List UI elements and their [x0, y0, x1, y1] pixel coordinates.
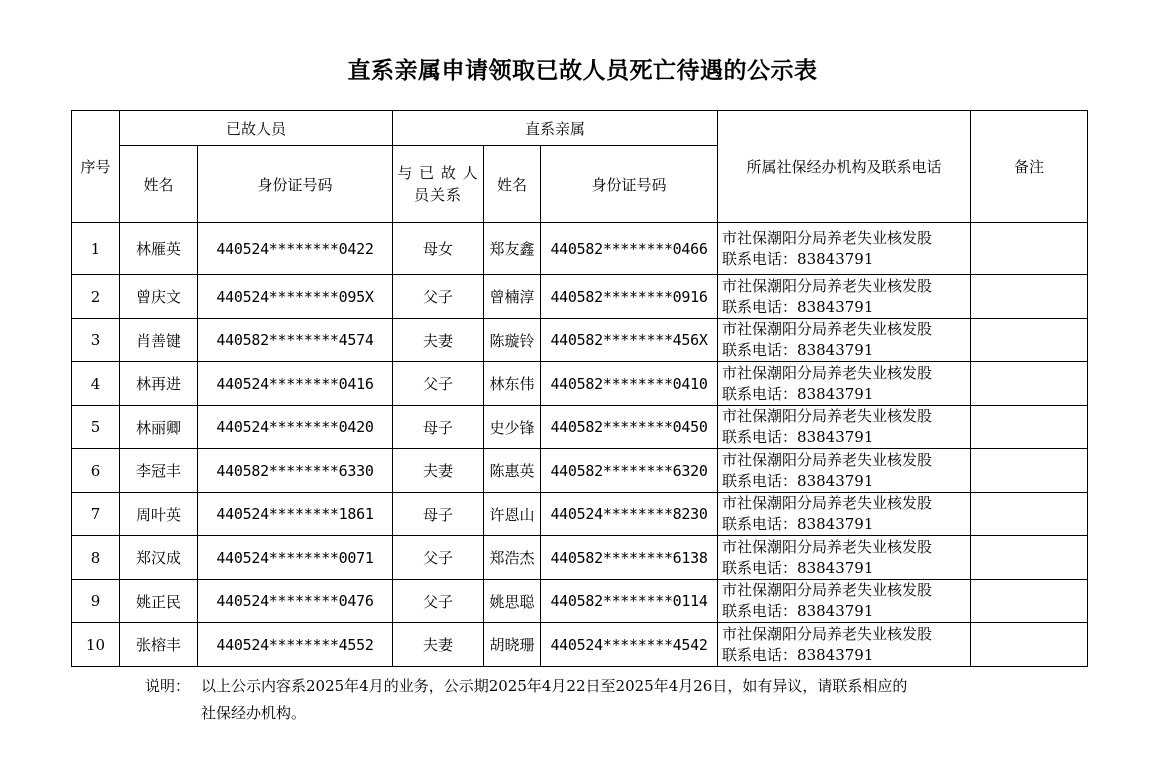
agency-name: 市社保潮阳分局养老失业核发股	[722, 320, 933, 338]
cell-deceased-id: 440582********4574	[198, 319, 393, 362]
cell-agency	[718, 319, 971, 362]
cell-seq: 4	[72, 362, 120, 406]
table-row	[72, 223, 1088, 275]
footnote	[145, 673, 985, 727]
cell-relation: 母子	[393, 406, 484, 449]
agency-phone: 联系电话：83843791	[722, 558, 874, 577]
cell-deceased-name: 郑汉成	[120, 536, 198, 580]
cell-agency	[718, 223, 971, 275]
footnote-label: 说明：	[145, 677, 191, 695]
cell-deceased-name: 林雁英	[120, 223, 198, 275]
header-relation: 与 已 故 人员关系	[393, 146, 484, 223]
cell-deceased-id: 440524********0416	[198, 362, 393, 406]
cell-deceased-name: 肖善键	[120, 319, 198, 362]
cell-relative-name: 姚思聪	[484, 580, 541, 623]
footnote-line-1	[145, 673, 985, 700]
agency-name: 市社保潮阳分局养老失业核发股	[722, 276, 933, 295]
cell-remarks	[971, 493, 1088, 536]
agency-name: 市社保潮阳分局养老失业核发股	[722, 581, 933, 599]
cell-relative-name: 郑浩杰	[484, 536, 541, 580]
header-agency: 所属社保经办机构及联系电话	[718, 111, 971, 223]
agency-name: 市社保潮阳分局养老失业核发股	[722, 450, 933, 469]
table-row	[72, 449, 1088, 493]
cell-relative-id: 440582********6138	[541, 536, 718, 580]
cell-agency	[718, 275, 971, 319]
cell-deceased-id: 440524********0476	[198, 580, 393, 623]
footnote-text: 以上公示内容系2025年4月的业务，公示期2025年4月22日至2025年4月26日，如有异议，请联系相应的	[201, 677, 908, 695]
cell-deceased-name: 林再进	[120, 362, 198, 406]
cell-remarks	[971, 362, 1088, 406]
cell-remarks	[971, 406, 1088, 449]
cell-agency	[718, 493, 971, 536]
cell-deceased-id: 440524********1861	[198, 493, 393, 536]
cell-relative-name: 许恩山	[484, 493, 541, 536]
cell-agency	[718, 406, 971, 449]
cell-remarks	[971, 623, 1088, 667]
cell-remarks	[971, 319, 1088, 362]
cell-relative-name: 曾楠淳	[484, 275, 541, 319]
cell-seq: 7	[72, 493, 120, 536]
cell-relative-id: 440524********4542	[541, 623, 718, 667]
cell-deceased-id: 440524********4552	[198, 623, 393, 667]
cell-relation: 夫妻	[393, 319, 484, 362]
header-deceased-id: 身份证号码	[198, 146, 393, 223]
table-row	[72, 275, 1088, 319]
header-relative-name: 姓名	[484, 146, 541, 223]
cell-relative-name: 陈惠英	[484, 449, 541, 493]
cell-deceased-name: 林丽卿	[120, 406, 198, 449]
agency-phone: 联系电话：83843791	[722, 471, 874, 490]
cell-remarks	[971, 536, 1088, 580]
agency-phone: 联系电话：83843791	[722, 297, 874, 316]
table-row	[72, 580, 1088, 623]
cell-relation: 父子	[393, 536, 484, 580]
cell-seq: 10	[72, 623, 120, 667]
cell-deceased-name: 曾庆文	[120, 275, 198, 319]
cell-agency	[718, 449, 971, 493]
cell-deceased-id: 440524********0071	[198, 536, 393, 580]
table-row	[72, 493, 1088, 536]
cell-seq: 2	[72, 275, 120, 319]
cell-relative-name: 郑友鑫	[484, 223, 541, 275]
cell-relative-id: 440582********0466	[541, 223, 718, 275]
cell-deceased-id: 440582********6330	[198, 449, 393, 493]
agency-name: 市社保潮阳分局养老失业核发股	[722, 228, 933, 247]
agency-name: 市社保潮阳分局养老失业核发股	[722, 363, 933, 382]
cell-seq: 9	[72, 580, 120, 623]
agency-phone: 联系电话：83843791	[722, 384, 874, 403]
agency-name: 市社保潮阳分局养老失业核发股	[722, 494, 933, 512]
cell-seq: 3	[72, 319, 120, 362]
table-row	[72, 536, 1088, 580]
cell-relative-name: 林东伟	[484, 362, 541, 406]
cell-relative-id: 440582********0114	[541, 580, 718, 623]
table-row	[72, 319, 1088, 362]
header-seq: 序号	[72, 111, 120, 223]
agency-name: 市社保潮阳分局养老失业核发股	[722, 407, 933, 425]
cell-relation: 父子	[393, 362, 484, 406]
cell-relation: 母女	[393, 223, 484, 275]
cell-relation: 母子	[393, 493, 484, 536]
cell-agency	[718, 623, 971, 667]
cell-seq: 5	[72, 406, 120, 449]
cell-seq: 1	[72, 223, 120, 275]
cell-deceased-name: 周叶英	[120, 493, 198, 536]
cell-relative-id: 440582********0916	[541, 275, 718, 319]
cell-deceased-id: 440524********0420	[198, 406, 393, 449]
agency-phone: 联系电话：83843791	[722, 341, 874, 359]
agency-phone: 联系电话：83843791	[722, 428, 874, 446]
header-relative-id: 身份证号码	[541, 146, 718, 223]
agency-phone: 联系电话：83843791	[722, 515, 874, 533]
cell-relation: 父子	[393, 275, 484, 319]
cell-agency	[718, 362, 971, 406]
cell-deceased-name: 张榕丰	[120, 623, 198, 667]
table-row	[72, 406, 1088, 449]
agency-name: 市社保潮阳分局养老失业核发股	[722, 624, 933, 643]
cell-relative-id: 440582********0410	[541, 362, 718, 406]
header-deceased-group: 已故人员	[120, 111, 393, 146]
cell-remarks	[971, 223, 1088, 275]
agency-phone: 联系电话：83843791	[722, 645, 874, 664]
cell-deceased-name: 姚正民	[120, 580, 198, 623]
cell-relative-id: 440582********6320	[541, 449, 718, 493]
footnote-line-2: 社保经办机构。	[201, 704, 307, 722]
cell-relative-id: 440582********0450	[541, 406, 718, 449]
cell-relation: 夫妻	[393, 449, 484, 493]
cell-relative-id: 440524********8230	[541, 493, 718, 536]
header-remarks: 备注	[971, 111, 1088, 223]
cell-seq: 8	[72, 536, 120, 580]
header-row-1	[72, 111, 1088, 146]
cell-deceased-id: 440524********095X	[198, 275, 393, 319]
cell-deceased-name: 李冠丰	[120, 449, 198, 493]
cell-relative-id: 440582********456X	[541, 319, 718, 362]
agency-name: 市社保潮阳分局养老失业核发股	[722, 537, 933, 556]
cell-remarks	[971, 580, 1088, 623]
agency-phone: 联系电话：83843791	[722, 249, 874, 268]
agency-phone: 联系电话：83843791	[722, 602, 874, 620]
table-row	[72, 623, 1088, 667]
table-row	[72, 362, 1088, 406]
announcement-table	[71, 110, 1088, 667]
header-deceased-name: 姓名	[120, 146, 198, 223]
header-relative-group: 直系亲属	[393, 111, 718, 146]
cell-relative-name: 史少锋	[484, 406, 541, 449]
cell-agency	[718, 580, 971, 623]
cell-seq: 6	[72, 449, 120, 493]
cell-relative-name: 陈璇铃	[484, 319, 541, 362]
cell-remarks	[971, 449, 1088, 493]
cell-remarks	[971, 275, 1088, 319]
cell-relation: 夫妻	[393, 623, 484, 667]
cell-relative-name: 胡晓珊	[484, 623, 541, 667]
cell-agency	[718, 536, 971, 580]
cell-relation: 父子	[393, 580, 484, 623]
page-title: 直系亲属申请领取已故人员死亡待遇的公示表	[347, 58, 818, 84]
cell-deceased-id: 440524********0422	[198, 223, 393, 275]
